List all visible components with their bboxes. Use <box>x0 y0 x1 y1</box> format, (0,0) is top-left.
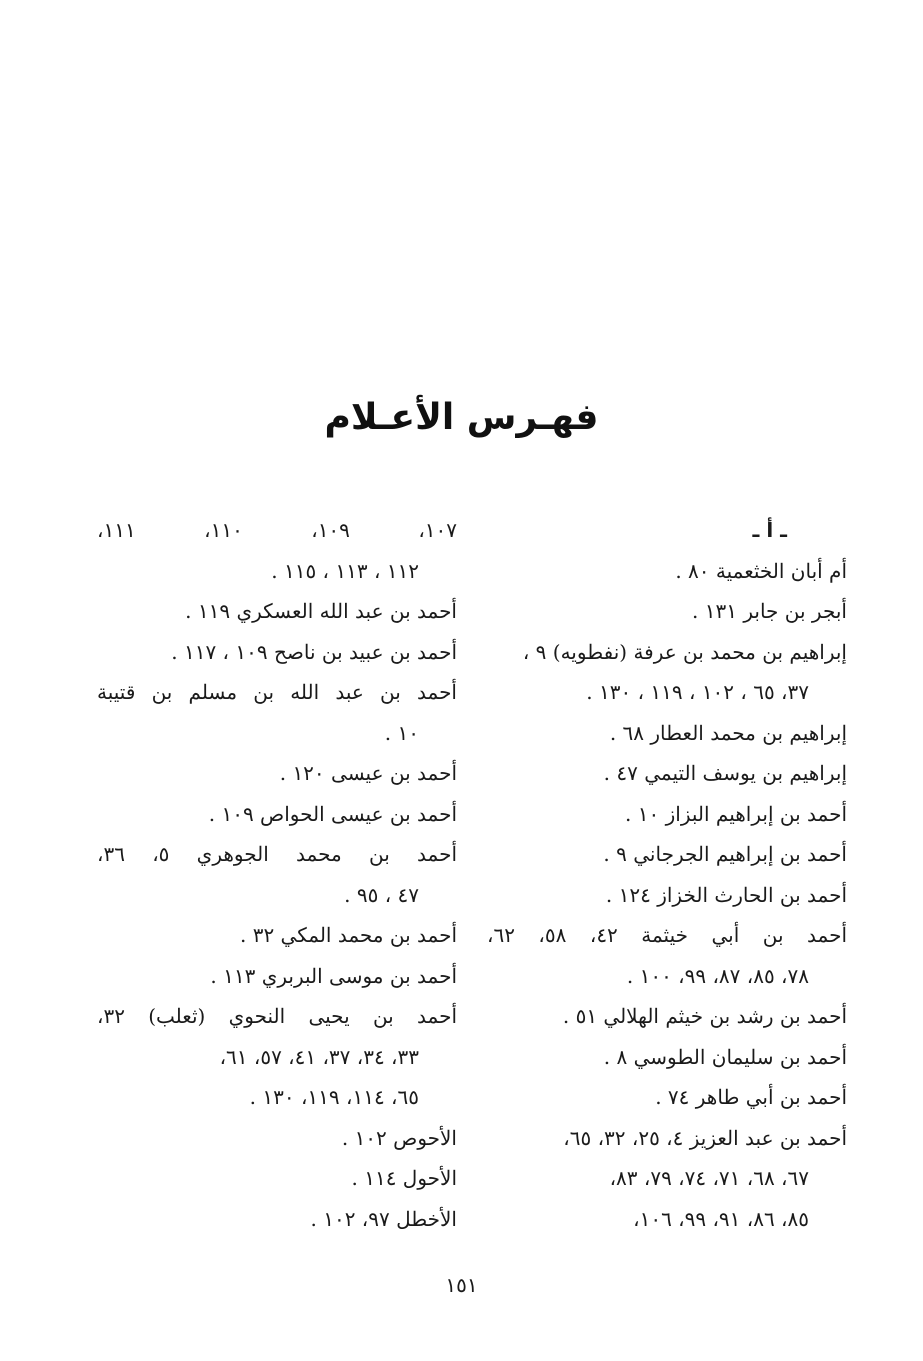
index-entry: أحمد بن أبي خيثمة ٤٢، ٥٨، ٦٢، <box>487 923 847 947</box>
index-entry: أحمد بن إبراهيم البزاز ١٠ . <box>625 801 847 826</box>
index-entry: أحمد بن الحارث الخزاز ١٢٤ . <box>605 882 847 907</box>
index-entry: أحمد بن موسى البربري ١١٣ . <box>210 963 457 988</box>
index-entry: أحمد بن عبد العزيز ٤، ٢٥، ٣٢، ٦٥، <box>563 1125 847 1150</box>
index-entry: إبراهيم بن محمد بن عرفة (نفطويه) ٩ ، <box>522 639 847 664</box>
index-entry: الأخطل ٩٧، ١٠٢ . <box>310 1206 457 1231</box>
index-entry: الأحوص ١٠٢ . <box>341 1125 457 1150</box>
index-entry: أحمد بن عيسى الحواص ١٠٩ . <box>208 801 457 826</box>
index-entry: أحمد بن سليمان الطوسي ٨ . <box>603 1044 847 1069</box>
index-entry: أحمد بن عبد الله بن مسلم بن قتيبة <box>97 680 457 704</box>
index-entry-continuation: ٣٧، ٦٥ ، ١٠٢ ، ١١٩ ، ١٣٠ . <box>586 680 809 704</box>
index-entry-continuation: ٦٥، ١١٤، ١١٩، ١٣٠ . <box>249 1085 419 1109</box>
index-entry-continuation: ١١٢ ، ١١٣ ، ١١٥ . <box>271 558 419 583</box>
index-entry-continuation: ٤٧ ، ٩٥ . <box>344 882 419 907</box>
page-title: فهـرس الأعـلام <box>324 397 599 438</box>
index-entry-continuation: ٣٣، ٣٤، ٣٧، ٤١، ٥٧، ٦١، <box>219 1044 419 1069</box>
index-entry: إبراهيم بن محمد العطار ٦٨ . <box>609 720 847 745</box>
index-entry: أم أبان الخثعمية ٨٠ . <box>675 558 847 583</box>
index-entry: أحمد بن إبراهيم الجرجاني ٩ . <box>603 842 847 866</box>
index-entry-continuation: ٦٧، ٦٨، ٧١، ٧٤، ٧٩، ٨٣، <box>609 1166 809 1190</box>
index-entry: ١٠٧، ١٠٩، ١١٠، ١١١، <box>97 518 458 542</box>
page-number: ١٥١ <box>445 1273 478 1297</box>
index-entry: أحمد بن رشد بن خيثم الهلالي ٥١ . <box>562 1004 847 1028</box>
index-entry: أحمد بن عبيد بن ناصح ١٠٩ ، ١١٧ . <box>171 639 457 664</box>
index-entry-continuation: ٧٨، ٨٥، ٨٧، ٩٩، ١٠٠ . <box>626 963 809 988</box>
index-entry-continuation: ٨٥، ٨٦، ٩١، ٩٩، ١٠٦، <box>633 1206 809 1231</box>
index-entry: أحمد بن محمد المكي ٣٢ . <box>239 923 457 947</box>
index-entry: أحمد بن أبي طاهر ٧٤ . <box>655 1085 847 1109</box>
section-letter-heading: ـ أ ـ <box>752 518 787 542</box>
index-entry: الأحول ١١٤ . <box>351 1166 457 1190</box>
index-entry: أحمد بن محمد الجوهري ٥، ٣٦، <box>97 842 458 866</box>
index-entry: إبراهيم بن يوسف التيمي ٤٧ . <box>603 761 847 785</box>
index-entry: أحمد بن يحيى النحوي (ثعلب) ٣٢، <box>97 1004 457 1028</box>
index-entry: أبجر بن جابر ١٣١ . <box>692 599 847 623</box>
index-entry-continuation: ١٠ . <box>384 720 419 745</box>
index-column-left <box>97 510 457 1239</box>
index-entry: أحمد بن عبد الله العسكري ١١٩ . <box>185 599 457 623</box>
index-entry: أحمد بن عيسى ١٢٠ . <box>279 761 457 785</box>
index-column-right <box>487 510 847 1239</box>
